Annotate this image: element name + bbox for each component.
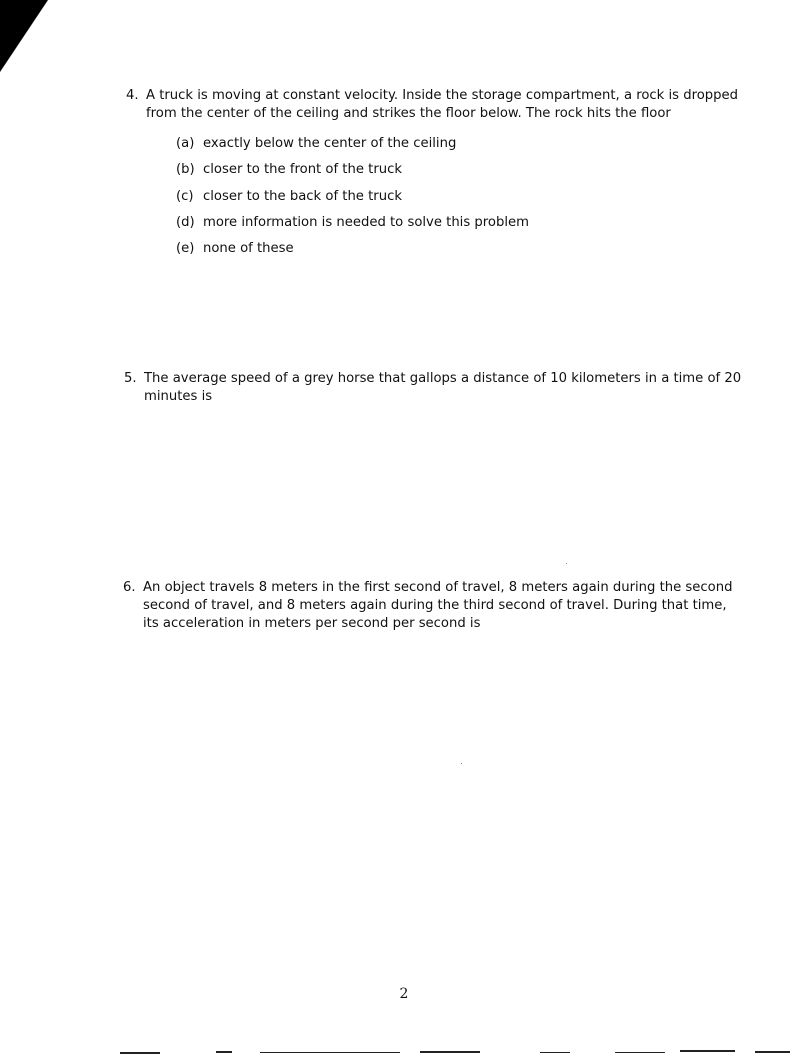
question-line: The average speed of a grey horse that gallops a distance of 10 kilometers in a time of 20 xyxy=(144,371,742,386)
scan-speck xyxy=(566,563,567,564)
page-number: 2 xyxy=(399,986,409,1002)
question-line: its acceleration in meters per second per second is xyxy=(143,616,481,631)
question-number: 5. xyxy=(124,371,137,386)
question-5 xyxy=(124,370,748,406)
scan-artifact xyxy=(615,1052,665,1053)
question-text xyxy=(143,579,747,633)
question-number: 4. xyxy=(126,88,139,103)
option-text: none of these xyxy=(203,241,294,257)
scan-artifact xyxy=(680,1050,735,1052)
option-letter: (b) xyxy=(176,162,195,178)
answer-option-e xyxy=(176,236,750,262)
scan-artifact xyxy=(260,1052,400,1053)
option-text: closer to the back of the truck xyxy=(203,188,402,204)
option-letter: (e) xyxy=(176,241,195,257)
answer-option-d xyxy=(176,210,750,236)
option-text: closer to the front of the truck xyxy=(203,162,402,178)
scan-artifact xyxy=(120,1052,160,1054)
option-letter: (c) xyxy=(176,188,194,204)
answer-option-a xyxy=(176,131,750,157)
option-letter: (a) xyxy=(176,136,195,152)
question-line: from the center of the ceiling and strikes the floor below. The rock hits the floor xyxy=(146,106,671,121)
question-line: An object travels 8 meters in the first second of travel, 8 meters again during the second xyxy=(143,580,733,595)
question-4 xyxy=(126,87,750,262)
scan-artifact xyxy=(540,1052,570,1053)
answer-option-c xyxy=(176,184,750,210)
scan-artifact xyxy=(216,1051,232,1053)
scan-edge-artifacts xyxy=(120,1050,790,1056)
question-number: 6. xyxy=(123,580,136,595)
scan-artifact xyxy=(420,1051,480,1053)
scan-artifact xyxy=(755,1051,790,1053)
question-line: minutes is xyxy=(144,389,213,404)
scan-speck xyxy=(461,763,462,764)
question-line: A truck is moving at constant velocity. Inside the storage compartment, a rock is dropped xyxy=(146,88,739,103)
question-line: second of travel, and 8 meters again during the third second of travel. During that time, xyxy=(143,598,727,613)
scan-corner-mark xyxy=(0,0,48,72)
question-6 xyxy=(123,579,747,633)
question-text xyxy=(144,370,748,406)
answer-option-b xyxy=(176,157,750,183)
question-text xyxy=(146,87,750,262)
option-text: exactly below the center of the ceiling xyxy=(203,136,457,152)
answer-options xyxy=(176,131,750,262)
option-text: more information is needed to solve this problem xyxy=(203,215,529,231)
option-letter: (d) xyxy=(176,215,195,231)
